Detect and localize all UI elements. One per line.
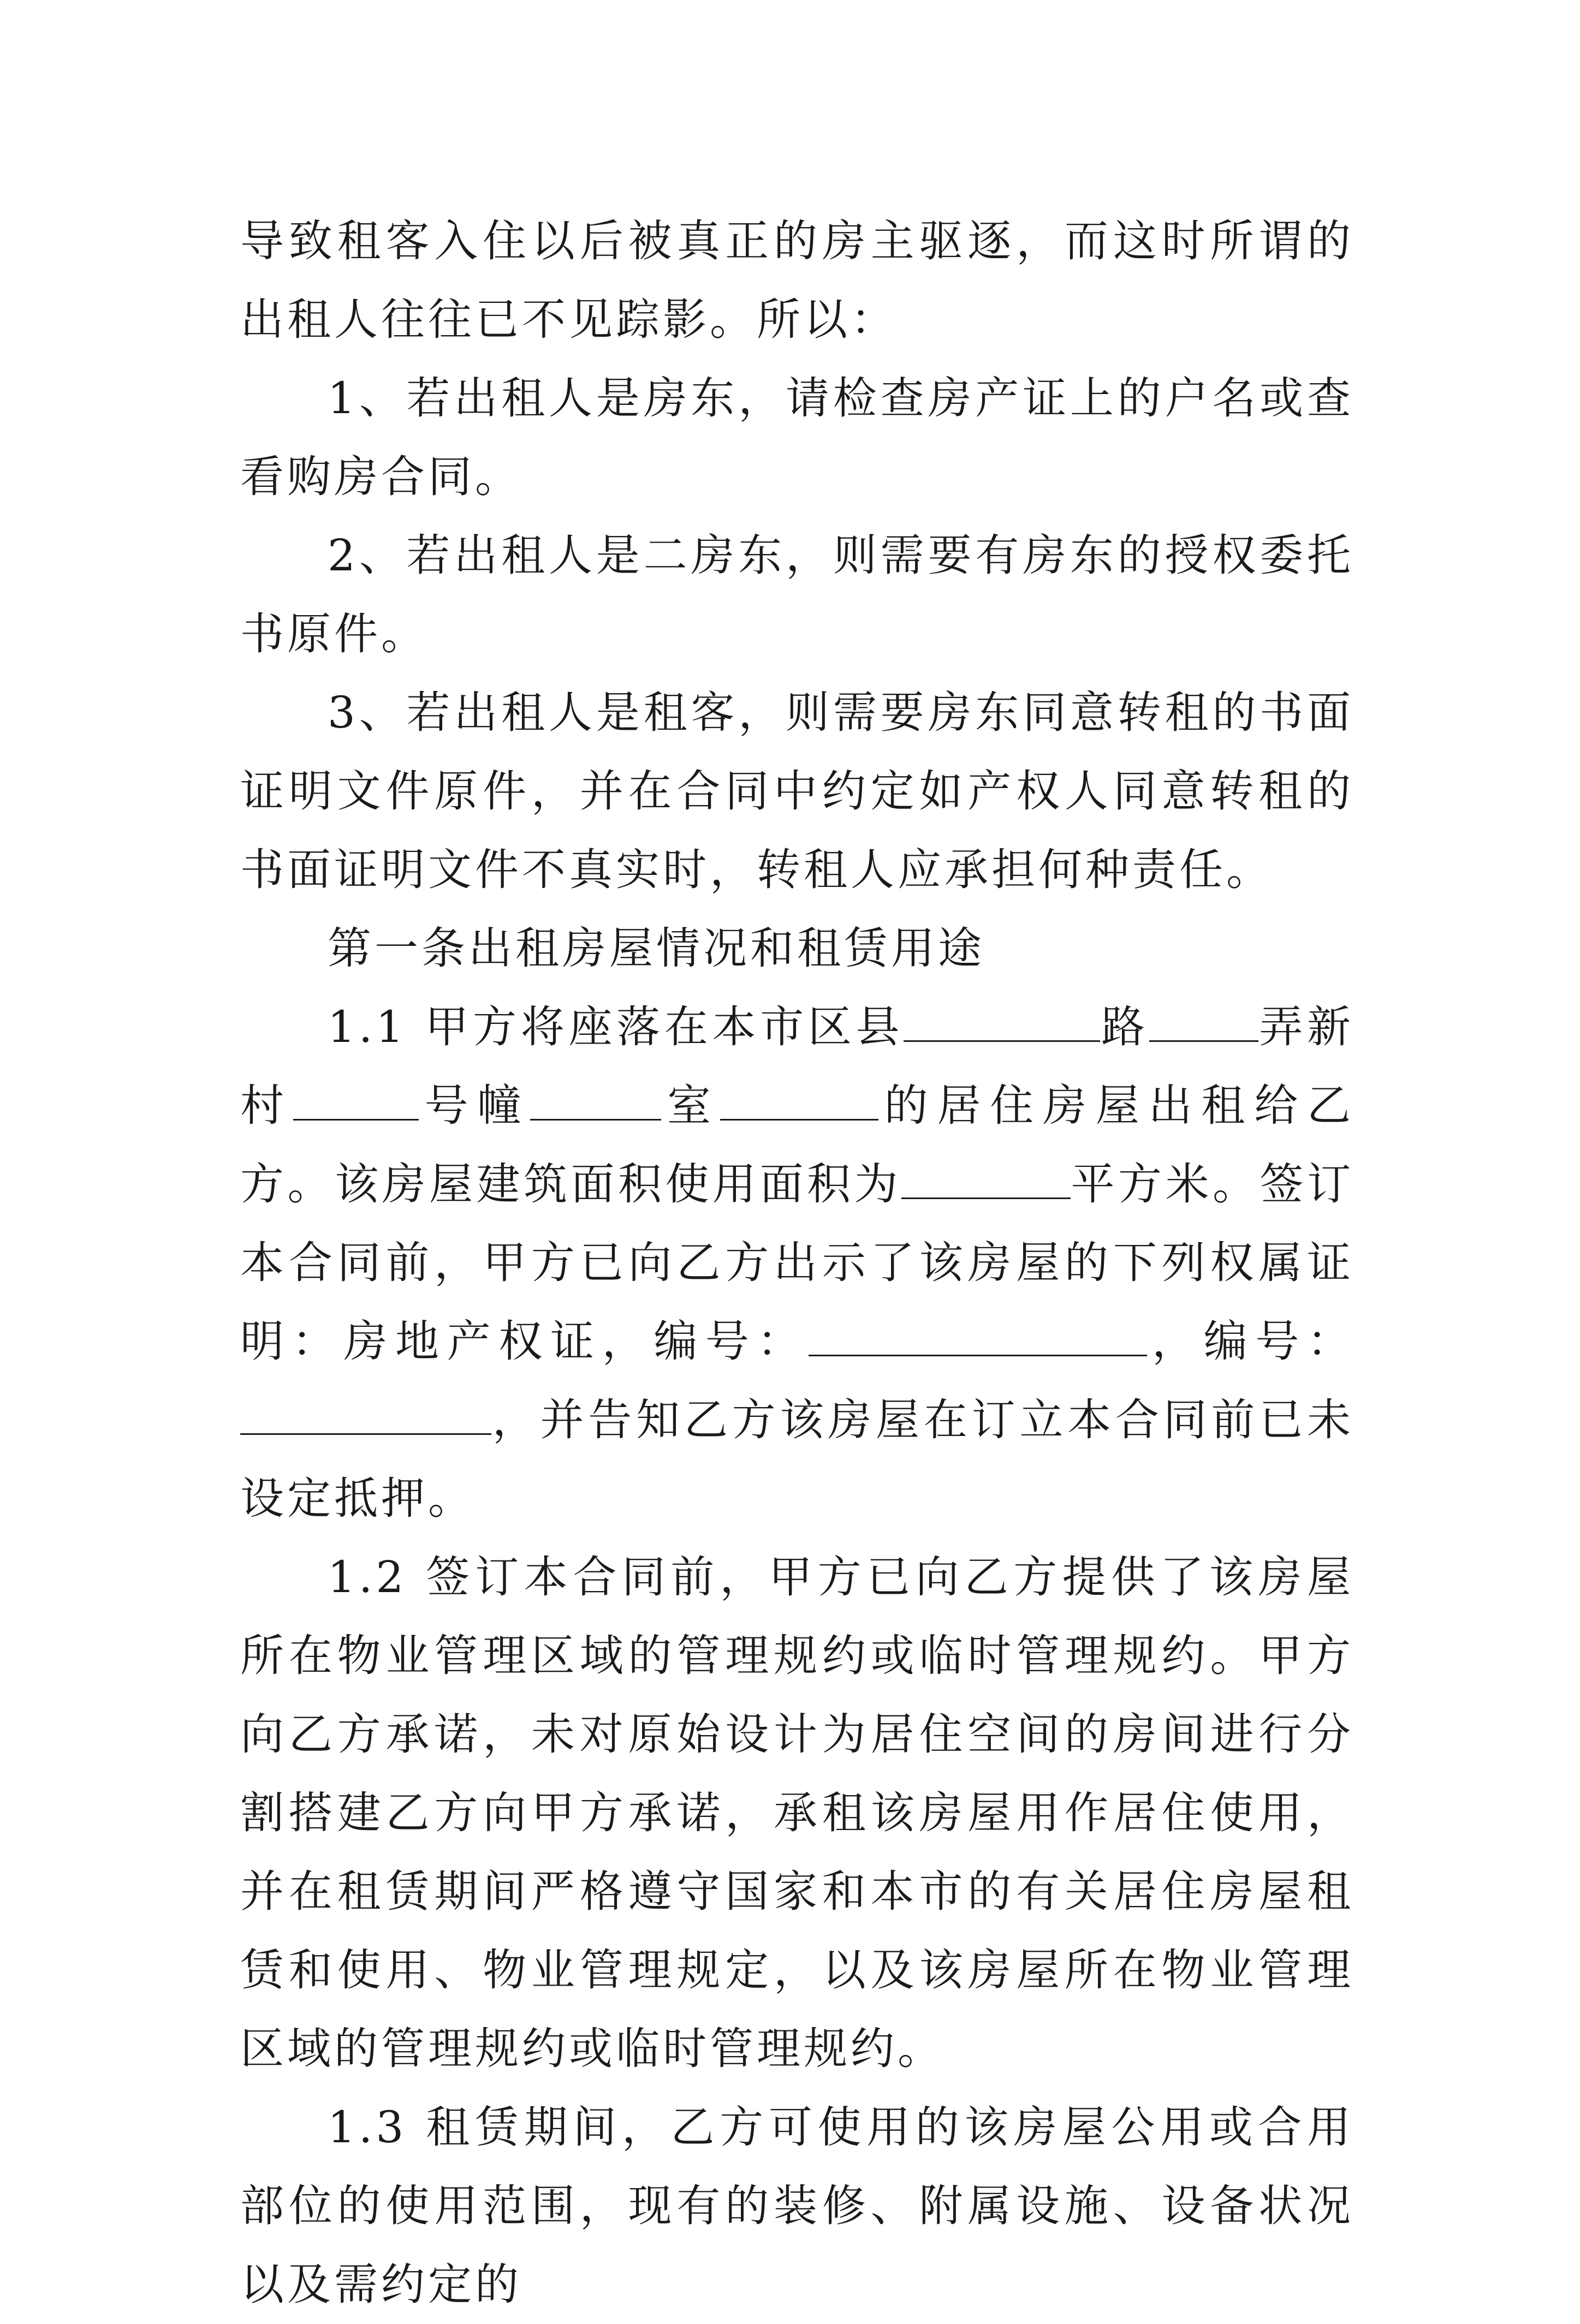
clause-1-1-text-7: 平方米。签订本合同前，甲方已向乙方出示了该房屋的下列权属证明：房地产权证，编号： [240, 1159, 1354, 1367]
blank-area [901, 1159, 1071, 1199]
paragraph-item-1: 1、若出租人是房东，请检查房产证上的户名或查看购房合同。 [240, 373, 1354, 502]
paragraph-item-3: 3、若出租人是租客，则需要房东同意转租的书面证明文件原件，并在合同中约定如产权人同意转租的书面证明文件不真实时，转租人应承担何种责任。 [240, 687, 1354, 895]
paragraph-intro: 导致租客入住以后被真正的房主驱逐，而这时所谓的出租人往往已不见踪影。所以： [240, 216, 1354, 345]
blank-room [720, 1081, 878, 1121]
clause-1-1-text-6: 的居住房屋出租给乙方。该房屋建筑面积使用面积为 [240, 1080, 1355, 1209]
clause-1-1-text-8: ，编号： [1147, 1316, 1355, 1367]
blank-building [530, 1081, 661, 1121]
clause-1-1-text-5: 室 [661, 1080, 720, 1131]
clause-1-1-text-2: 路 [1100, 1002, 1149, 1052]
clause-1-2: 1.2 签订本合同前，甲方已向乙方提供了该房屋所在物业管理区域的管理规约或临时管理规约。甲方向乙方承诺，未对原始设计为居住空间的房间进行分割搭建乙方向甲方承诺，承租该房屋用作居住使用，并在租赁期间严格遵守国家和本市的有关居住房屋租赁和使用、物业管理规定，以及该房屋所在物业管理区域的管理规约或临时管理规约。 [240, 1552, 1354, 2074]
clause-1-1-text-9: ，并告知乙方该房屋在订立本合同前已未设定抵押。 [240, 1395, 1354, 1524]
clause-1-1 [240, 988, 1354, 1538]
clause-1-3: 1.3 租赁期间，乙方可使用的该房屋公用或合用部位的使用范围，现有的装修、附属设施、设备状况以及需约定的 [240, 2102, 1354, 2310]
blank-certificate-number [809, 1316, 1147, 1356]
blank-village [293, 1081, 419, 1121]
clause-1-1-text-3: 弄新村 [240, 1002, 1355, 1131]
clause-1-1-text-1: 1.1 甲方将座落在本市区县 [328, 1002, 904, 1052]
blank-district [904, 1002, 1100, 1042]
section-heading-1: 第一条出租房屋情况和租赁用途 [328, 923, 985, 974]
clause-1-1-text-4: 号幢 [418, 1080, 531, 1131]
blank-road [1149, 1002, 1258, 1042]
document-body [240, 202, 1354, 2324]
paragraph-item-2: 2、若出租人是二房东，则需要有房东的授权委托书原件。 [240, 530, 1354, 659]
blank-number [240, 1395, 491, 1435]
